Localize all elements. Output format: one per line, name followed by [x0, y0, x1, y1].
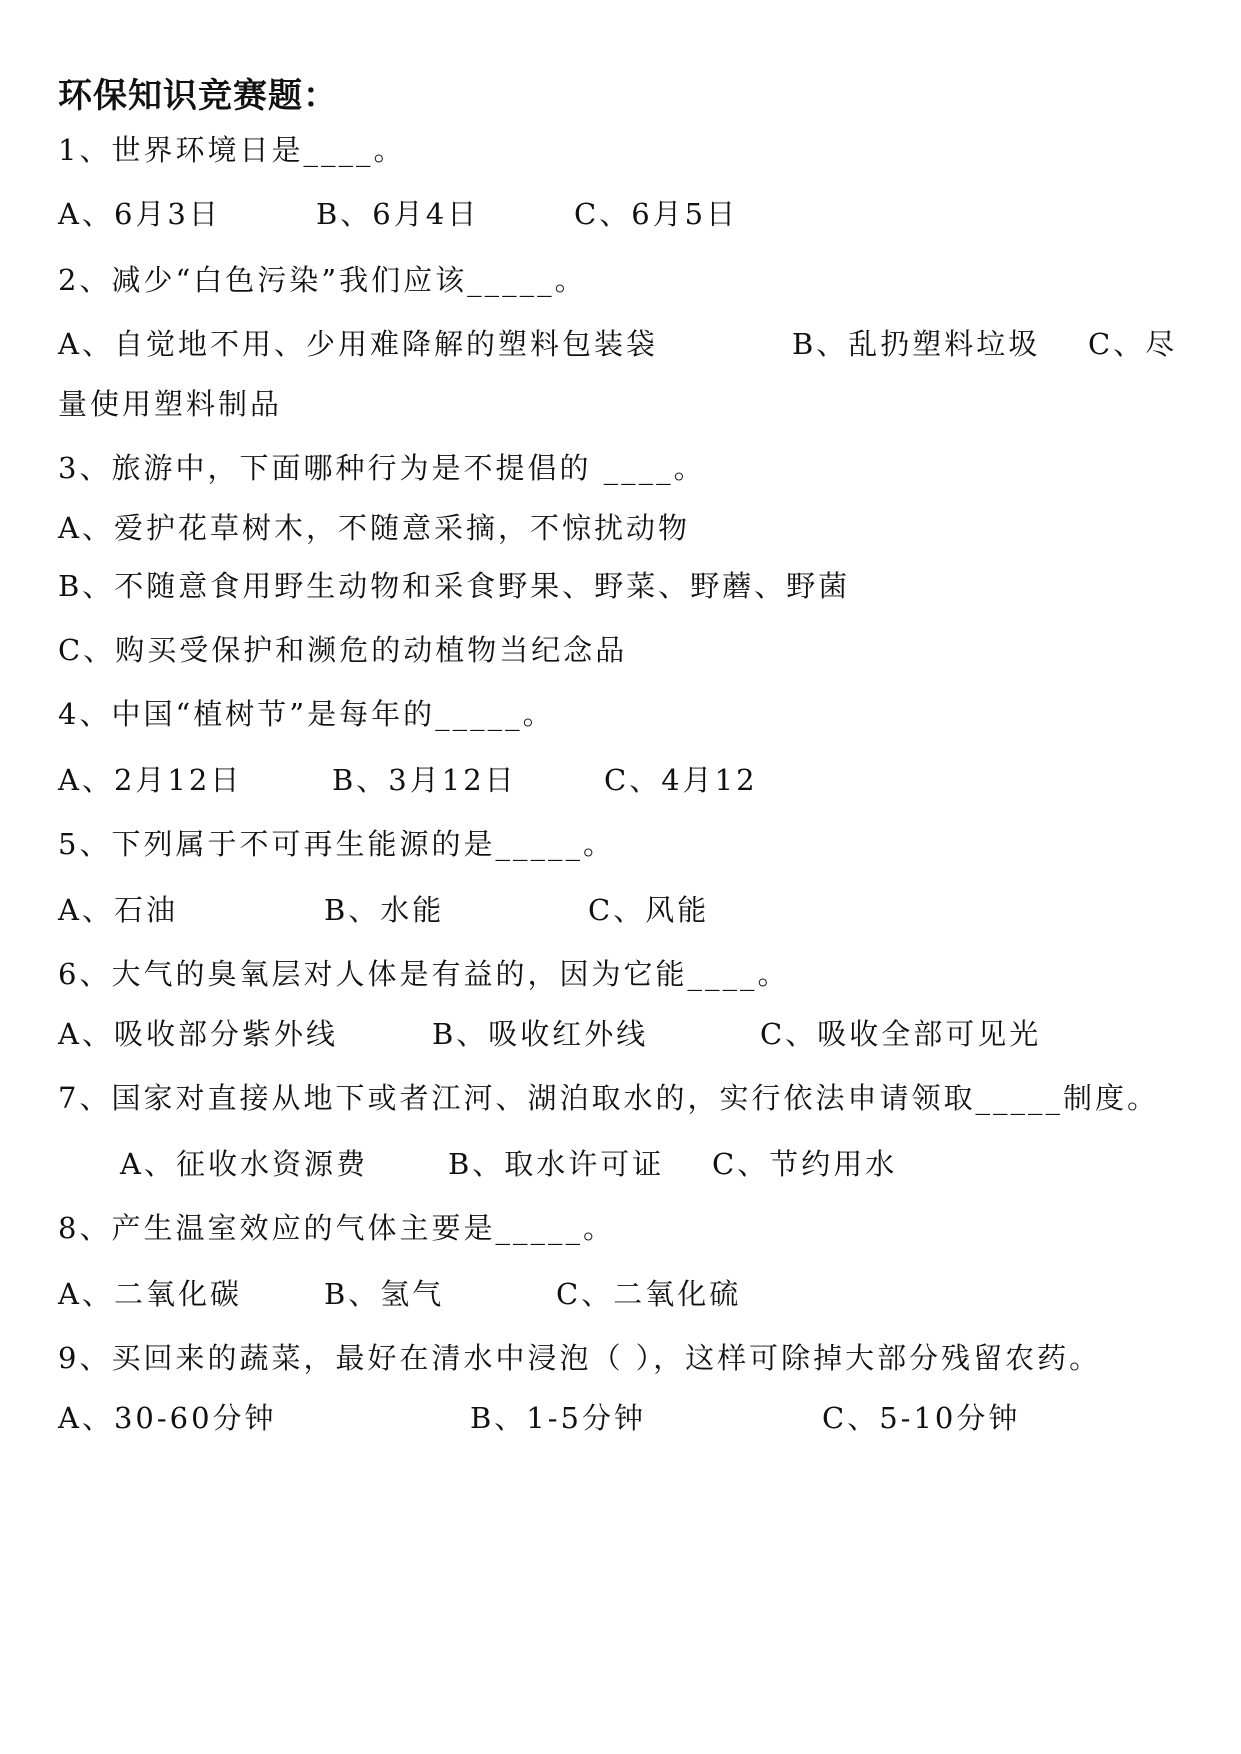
q3-option-a: A、爱护花草树木，不随意采摘，不惊扰动物	[58, 511, 690, 545]
q8-option-c: C、二氧化硫	[556, 1277, 742, 1311]
question-4: 4、中国“植树节”是每年的_____。	[58, 697, 555, 731]
q4-option-b: B、3月12日	[332, 763, 517, 797]
q1-option-c: C、6月5日	[574, 197, 739, 231]
q2-option-c-start: C、尽	[1088, 327, 1178, 361]
q2-option-c-end: 量使用塑料制品	[58, 387, 283, 421]
q7-option-c: C、节约用水	[712, 1147, 898, 1181]
q4-option-a: A、2月12日	[58, 763, 243, 797]
q5-option-a: A、石油	[58, 893, 178, 927]
question-3: 3、旅游中，下面哪种行为是不提倡的 ____。	[58, 451, 706, 485]
question-1: 1、世界环境日是____。	[58, 133, 406, 167]
q6-option-c: C、吸收全部可见光	[760, 1017, 1042, 1051]
q9-option-b: B、1-5分钟	[470, 1401, 647, 1435]
q1-option-a: A、6月3日	[58, 197, 221, 231]
q5-option-c: C、风能	[588, 893, 710, 927]
q2-option-a: A、自觉地不用、少用难降解的塑料包装袋	[58, 327, 658, 361]
q7-option-a: A、征收水资源费	[120, 1147, 368, 1181]
q3-option-c: C、购买受保护和濒危的动植物当纪念品	[58, 633, 628, 667]
question-8: 8、产生温室效应的气体主要是_____。	[58, 1211, 615, 1245]
question-7: 7、国家对直接从地下或者江河、湖泊取水的，实行依法申请领取_____制度。	[58, 1081, 1159, 1115]
question-9: 9、买回来的蔬菜，最好在清水中浸泡（ ），这样可除掉大部分残留农药。	[58, 1341, 1102, 1375]
q1-option-b: B、6月4日	[316, 197, 480, 231]
q4-option-c: C、4月12	[604, 763, 758, 797]
q9-option-a: A、30-60分钟	[58, 1401, 277, 1435]
q2-option-b: B、乱扔塑料垃圾	[792, 327, 1041, 361]
question-6: 6、大气的臭氧层对人体是有益的，因为它能____。	[58, 957, 790, 991]
q8-option-b: B、氢气	[324, 1277, 445, 1311]
question-5: 5、下列属于不可再生能源的是_____。	[58, 827, 615, 861]
page-title: 环保知识竞赛题：	[58, 76, 338, 116]
question-2: 2、减少“白色污染”我们应该_____。	[58, 263, 587, 297]
q8-option-a: A、二氧化碳	[58, 1277, 242, 1311]
q3-option-b: B、不随意食用野生动物和采食野果、野菜、野蘑、野菌	[58, 569, 851, 603]
q7-option-b: B、取水许可证	[448, 1147, 665, 1181]
q5-option-b: B、水能	[324, 893, 445, 927]
q6-option-a: A、吸收部分紫外线	[58, 1017, 338, 1051]
q6-option-b: B、吸收红外线	[432, 1017, 649, 1051]
q9-option-c: C、5-10分钟	[822, 1401, 1021, 1435]
